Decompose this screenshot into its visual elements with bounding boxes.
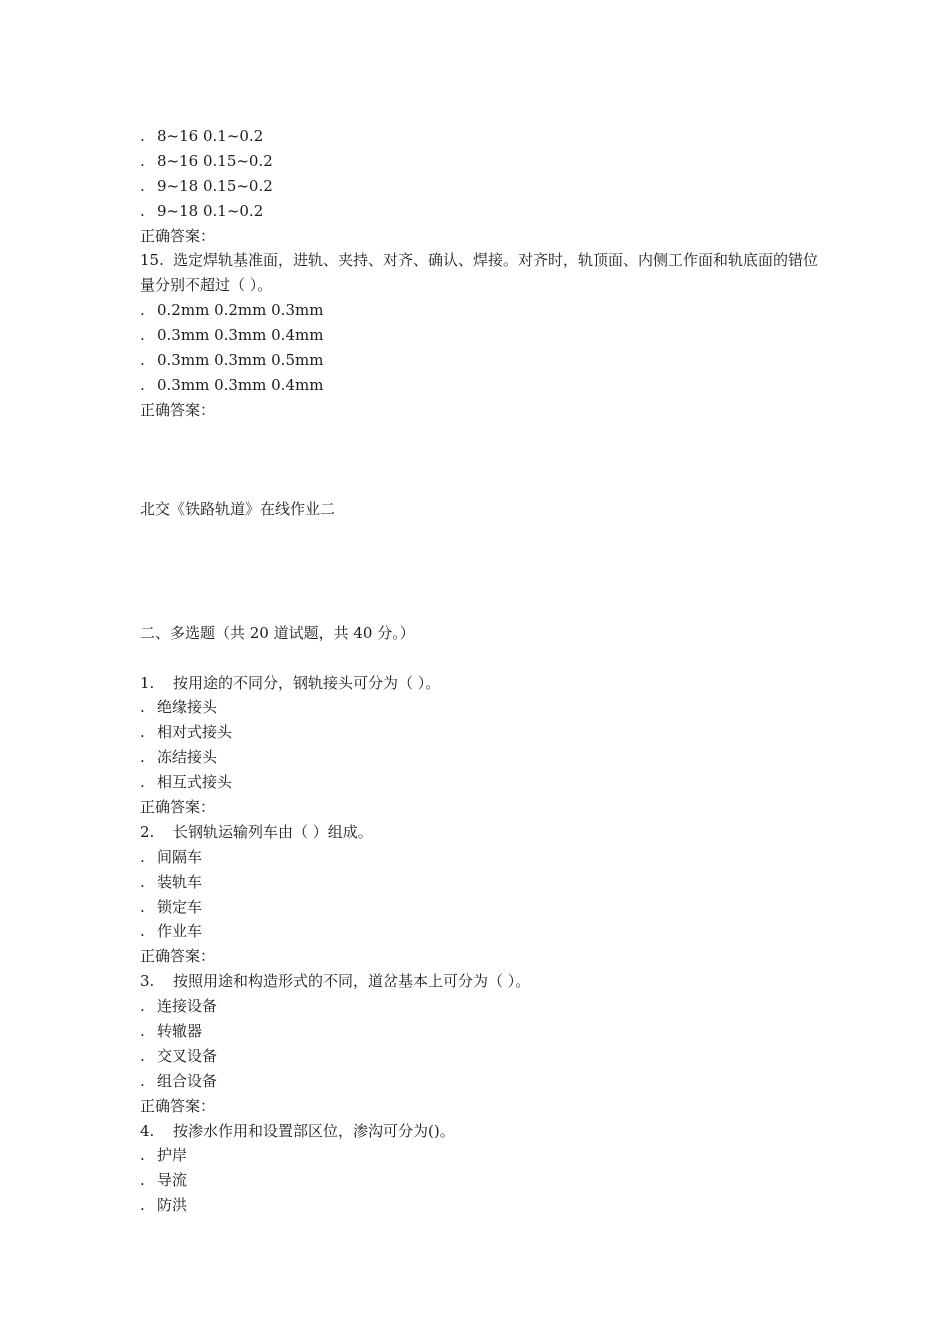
answer-label: 正确答案： — [140, 947, 216, 966]
option-b[interactable]: . 相对式接头 — [140, 720, 820, 745]
question-2 — [140, 820, 820, 969]
question-text: 按照用途和构造形式的不同，道岔基本上可分为（ ）。 — [173, 972, 531, 991]
question-text: 长钢轨运输列车由（ ）组成。 — [173, 822, 373, 841]
section-title: 北交《铁路轨道》在线作业二 — [140, 499, 336, 518]
question-number: 15. — [140, 251, 164, 270]
document-page — [140, 124, 820, 1218]
question-text: 按用途的不同分，钢轨接头可分为（ ）。 — [173, 673, 441, 692]
option-d[interactable]: . 相互式接头 — [140, 770, 820, 795]
option-b[interactable]: . 装轨车 — [140, 870, 820, 895]
section-header: 二、多选题（共 20 道试题，共 40 分。） — [140, 623, 415, 642]
question-number: 2. — [140, 822, 155, 841]
answer-label: 正确答案： — [140, 400, 216, 419]
option-c[interactable]: . 防洪 — [140, 1193, 820, 1218]
answer-label: 正确答案： — [140, 797, 216, 816]
option-a[interactable]: . 连接设备 — [140, 994, 820, 1019]
question-text: 按渗水作用和设置部区位，渗沟可分为()。 — [173, 1121, 455, 1140]
question-stem — [140, 248, 820, 298]
question-text: 选定焊轨基准面，进轨、夹持、对齐、确认、焊接。对齐时，轨顶面、内侧工作面和轨底面的错位量分别不超过（ ）。 — [140, 251, 819, 295]
option-b[interactable]: . 导流 — [140, 1168, 820, 1193]
option-b[interactable]: . 转辙器 — [140, 1019, 820, 1044]
question-stem — [140, 1119, 820, 1144]
question-1 — [140, 671, 820, 820]
option-d[interactable]: . 0.3mm 0.3mm 0.4mm — [140, 373, 820, 398]
question-stem — [140, 671, 820, 696]
option-b[interactable]: . 0.3mm 0.3mm 0.4mm — [140, 323, 820, 348]
option-c[interactable]: . 冻结接头 — [140, 745, 820, 770]
option-a[interactable]: . 绝缘接头 — [140, 695, 820, 720]
question-4 — [140, 1119, 820, 1219]
option-d[interactable]: . 作业车 — [140, 919, 820, 944]
option-a[interactable]: . 间隔车 — [140, 845, 820, 870]
option-b[interactable]: . 8~16 0.15~0.2 — [140, 149, 820, 174]
question-14-tail — [140, 124, 820, 248]
answer-label: 正确答案： — [140, 1096, 216, 1115]
option-c[interactable]: . 交叉设备 — [140, 1044, 820, 1069]
option-c[interactable]: . 锁定车 — [140, 895, 820, 920]
option-c[interactable]: . 0.3mm 0.3mm 0.5mm — [140, 348, 820, 373]
question-number: 4. — [140, 1121, 155, 1140]
question-stem — [140, 820, 820, 845]
option-c[interactable]: . 9~18 0.15~0.2 — [140, 174, 820, 199]
question-3 — [140, 969, 820, 1118]
answer-label: 正确答案： — [140, 226, 216, 245]
option-a[interactable]: . 护岸 — [140, 1143, 820, 1168]
question-number: 1. — [140, 673, 155, 692]
option-d[interactable]: . 9~18 0.1~0.2 — [140, 199, 820, 224]
option-d[interactable]: . 组合设备 — [140, 1069, 820, 1094]
question-15 — [140, 248, 820, 422]
option-a[interactable]: . 0.2mm 0.2mm 0.3mm — [140, 298, 820, 323]
option-a[interactable]: . 8~16 0.1~0.2 — [140, 124, 820, 149]
question-number: 3. — [140, 972, 155, 991]
question-stem — [140, 969, 820, 994]
